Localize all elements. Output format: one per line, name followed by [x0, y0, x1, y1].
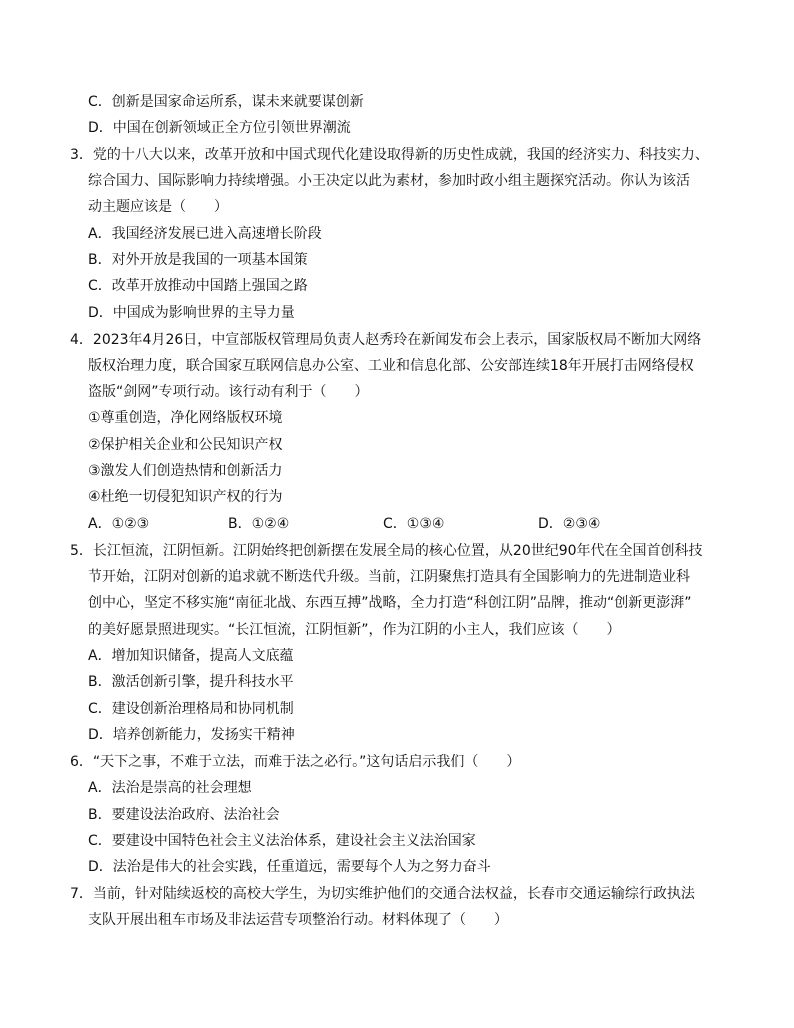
q6-stem-line-1: 6．“天下之事，不难于立法，而难于法之必行。”这句话启示我们（ ）: [70, 754, 521, 770]
q5-option-b: B．激活创新引擎，提升科技水平: [88, 674, 294, 690]
q4-statement-2: ②保护相关企业和公民知识产权: [88, 437, 283, 453]
q5-option-c: C．建设创新治理格局和协同机制: [88, 701, 294, 717]
q4-stem-line-2: 版权治理力度，联合国家互联网信息办公室、工业和信息化部、公安部连续18年开展打击网络侵权: [88, 358, 694, 374]
q4-choice-b: B．①②④: [228, 516, 290, 532]
q5-option-d: D．培养创新能力，发扬实干精神: [88, 727, 295, 743]
q2-option-d: D．中国在创新领域正全方位引领世界潮流: [88, 120, 351, 136]
q5-option-a: A．增加知识储备，提高人文底蕴: [88, 648, 294, 664]
q4-statement-3: ③激发人们创造热情和创新活力: [88, 463, 283, 479]
q7-stem-line-1: 7．当前，针对陆续返校的高校大学生，为切实维护他们的交通合法权益，长春市交通运输综行政执法: [70, 886, 695, 902]
q3-stem-line-2: 综合国力、国际影响力持续增强。小王决定以此为素材，参加时政小组主题探究活动。你认为该活: [88, 173, 690, 189]
q4-stem-line-1: 4．2023年4月26日，中宣部版权管理局负责人赵秀玲在新闻发布会上表示，国家版权局不断加大网络: [70, 332, 702, 348]
q6-option-b: B．要建设法治政府、法治社会: [88, 807, 280, 823]
q6-option-d: D．法治是伟大的社会实践，任重道远，需要每个人为之努力奋斗: [88, 859, 491, 875]
q5-stem-line-1: 5．长江恒流，江阴恒新。江阴始终把创新摆在发展全局的核心位置，从20世纪90年代在全国首创科技: [70, 543, 703, 559]
q6-option-a: A．法治是崇高的社会理想: [88, 780, 252, 796]
q5-stem-line-3: 创中心，坚定不移实施“南征北战、东西互搏”战略，全力打造“科创江阴”品牌，推动“创新更澎湃”: [88, 595, 692, 611]
q3-option-c: C．改革开放推动中国踏上强国之路: [88, 278, 308, 294]
q3-stem-line-1: 3．党的十八大以来，改革开放和中国式现代化建设取得新的历史性成就，我国的经济实力、科技实力、: [70, 147, 709, 163]
q7-stem-line-2: 支队开展出租车市场及非法运营专项整治行动。材料体现了（ ）: [88, 912, 508, 928]
q6-option-c: C．要建设中国特色社会主义法治体系，建设社会主义法治国家: [88, 833, 476, 849]
q3-stem-line-3: 动主题应该是（ ）: [88, 199, 228, 215]
q5-stem-line-4: 的美好愿景照进现实。“长江恒流，江阴恒新”，作为江阴的小主人，我们应该（ ）: [88, 622, 621, 638]
q2-option-c: C．创新是国家命运所系，谋未来就要谋创新: [88, 94, 364, 110]
q4-choice-a: A．①②③: [88, 516, 150, 532]
q4-choice-d: D．②③④: [538, 516, 601, 532]
q3-option-d: D．中国成为影响世界的主导力量: [88, 305, 295, 321]
q5-stem-line-2: 节开始，江阴对创新的追求就不断迭代升级。当前，江阴聚焦打造具有全国影响力的先进制造业科: [88, 569, 690, 585]
q4-statement-4: ④杜绝一切侵犯知识产权的行为: [88, 489, 283, 505]
q4-stem-line-3: 盗版“剑网”专项行动。该行动有利于（ ）: [88, 384, 369, 400]
q4-statement-1: ①尊重创造，净化网络版权环境: [88, 410, 283, 426]
q3-option-b: B．对外开放是我国的一项基本国策: [88, 252, 308, 268]
q4-choice-c: C．①③④: [383, 516, 445, 532]
q3-option-a: A．我国经济发展已进入高速增长阶段: [88, 226, 322, 242]
